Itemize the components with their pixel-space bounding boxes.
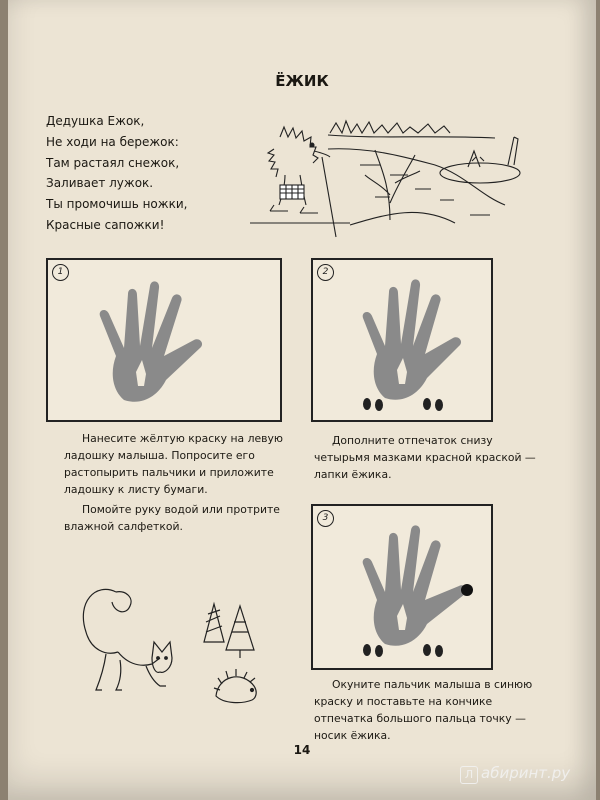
paw-mark bbox=[435, 645, 443, 657]
page-number: 14 bbox=[293, 743, 311, 757]
workbook-page bbox=[8, 0, 596, 800]
step-3-frame bbox=[311, 504, 493, 670]
poem-line: Заливает лужок. bbox=[46, 176, 154, 191]
step-1-text bbox=[64, 430, 292, 538]
watermark bbox=[460, 764, 570, 784]
step-2-text bbox=[314, 432, 544, 486]
poem-line: Не ходи на бережок: bbox=[46, 134, 179, 149]
poem-line: Там растаял снежок, bbox=[46, 155, 180, 170]
step-3-text bbox=[314, 676, 546, 747]
labirint-logo-icon: Л bbox=[460, 766, 478, 784]
paragraph: Дополните отпечаток снизу четырьмя мазками красной краской — лапки ёжика. bbox=[314, 434, 536, 481]
watermark-text: абиринт.ру bbox=[481, 764, 571, 782]
paw-mark bbox=[423, 644, 431, 656]
handprint-image bbox=[313, 506, 491, 668]
paragraph: Помойте руку водой или протрите влажной салфеткой. bbox=[64, 503, 280, 533]
hedgehog-river-illustration bbox=[240, 105, 540, 240]
nose-dot bbox=[461, 584, 473, 596]
paw-mark bbox=[363, 644, 371, 656]
poem-line: Дедушка Ежок, bbox=[46, 114, 145, 128]
paragraph: Нанесите жёлтую краску на левую ладошку малыша. Попросите его растопырить пальчики и приложите ладошку к листу бумаги. bbox=[64, 432, 283, 496]
poem-line: Красные сапожки! bbox=[46, 217, 165, 232]
step-number-badge: 1 bbox=[52, 264, 69, 281]
forest-animals-illustration bbox=[56, 572, 286, 722]
paw-mark bbox=[375, 399, 383, 411]
step-number-badge: 2 bbox=[317, 264, 334, 281]
paw-mark bbox=[423, 398, 431, 410]
handprint-image bbox=[313, 260, 491, 420]
poem bbox=[46, 111, 256, 236]
step-2-frame bbox=[311, 258, 493, 422]
paragraph: Окуните пальчик малыша в синюю краску и поставьте на кончике отпечатка большого пальца точку — носик ёжика. bbox=[314, 678, 533, 742]
paw-mark bbox=[363, 398, 371, 410]
paw-mark bbox=[435, 399, 443, 411]
paw-mark bbox=[375, 645, 383, 657]
handprint-image bbox=[48, 260, 280, 420]
page-title: ЁЖИК bbox=[275, 72, 329, 90]
step-1-frame bbox=[46, 258, 282, 422]
poem-line: Ты промочишь ножки, bbox=[46, 197, 188, 212]
step-number-badge: 3 bbox=[317, 510, 334, 527]
